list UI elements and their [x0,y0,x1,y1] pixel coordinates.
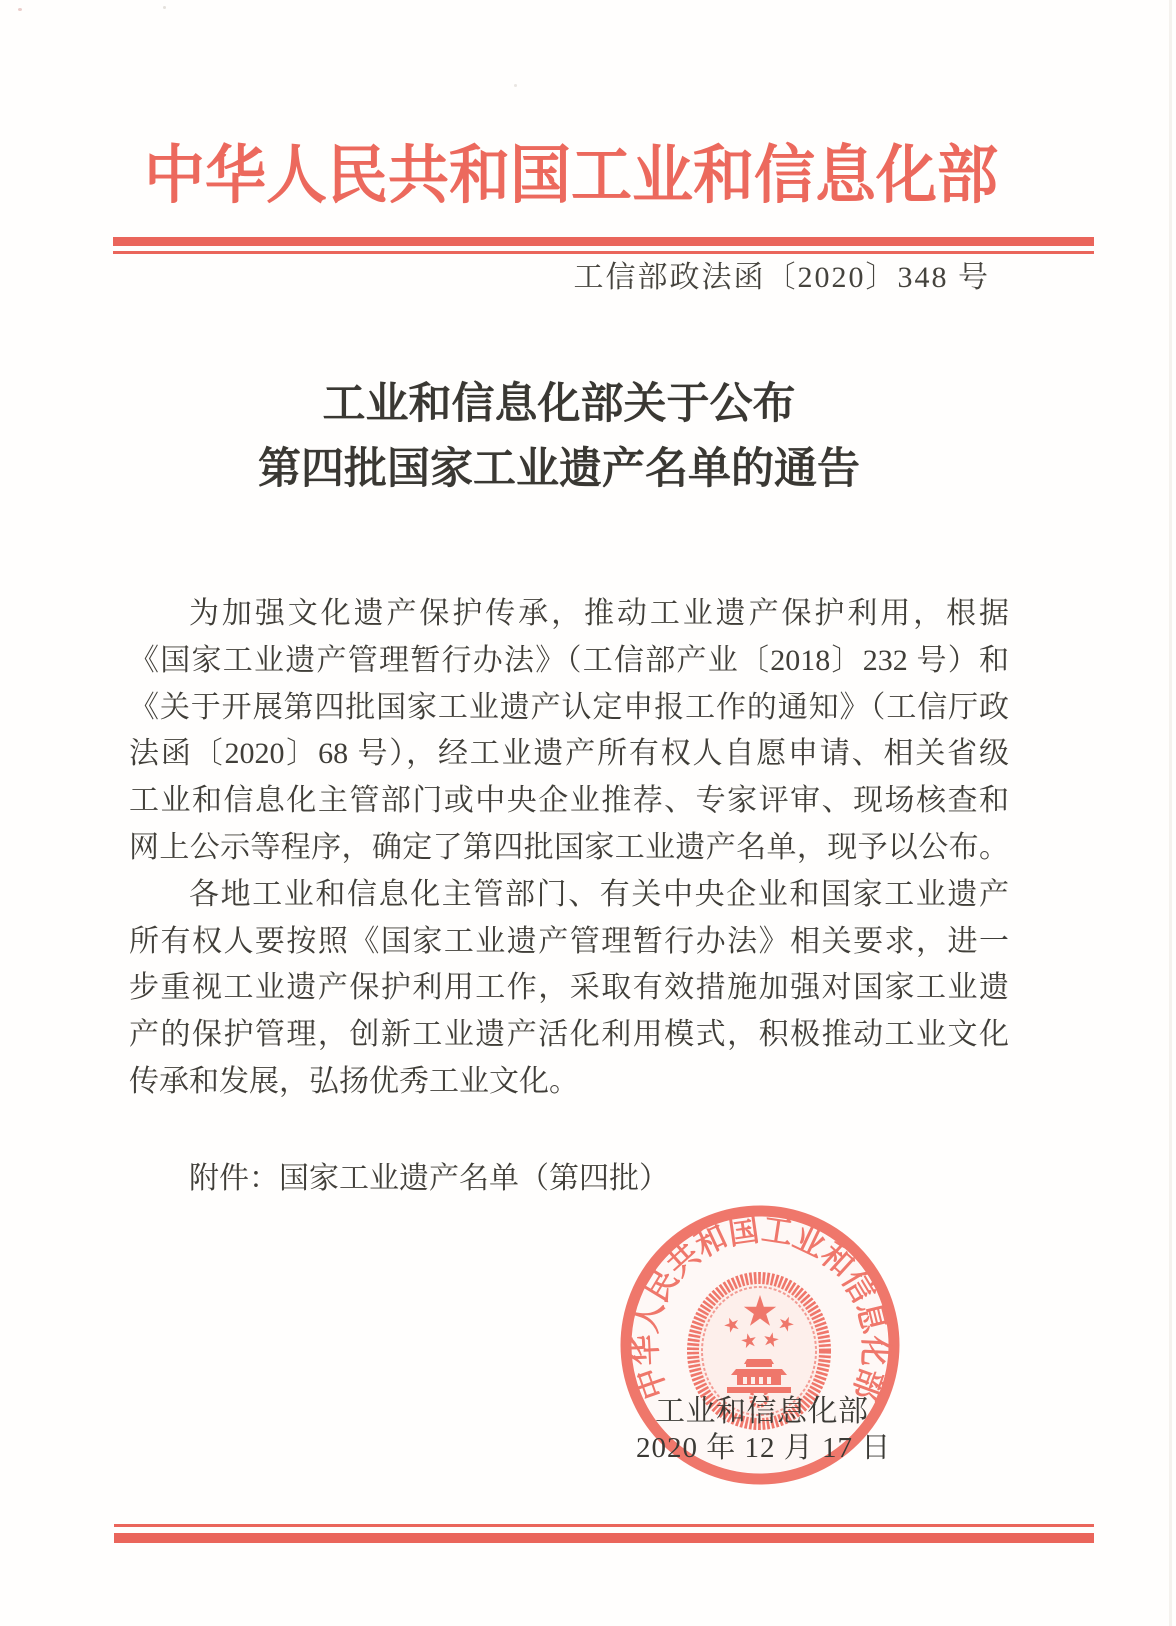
body-line: 传承和发展，弘扬优秀工业文化。 [129,1064,579,1098]
notice-title [0,372,1118,502]
notice-title-line1: 工业和信息化部关于公布 [322,381,796,428]
body-text [129,591,1009,1106]
body-line: 法函〔2020〕68 号），经工业遗产所有权人自愿申请、相关省级 [129,737,1009,771]
header-divider-thick [113,237,1094,246]
header-divider-thin [113,251,1094,254]
footer-divider-thick [114,1533,1094,1543]
scan-speck [163,6,166,9]
body-line: 《国家工业遗产管理暂行办法》（工信部产业〔2018〕232 号）和 [129,643,1009,677]
body-line: 产的保护管理，创新工业遗产活化利用模式，积极推动工业文化 [129,1018,1009,1052]
document-number: 工信部政法函〔2020〕348 号 [573,261,990,294]
body-line: 《关于开展第四批国家工业遗产认定申报工作的通知》（工信厅政 [129,690,1009,724]
body-line: 网上公示等程序，确定了第四批国家工业遗产名单，现予以公布。 [129,830,1009,864]
seal-arc-text: 中华人民共和国工业和信息化部 [627,1211,893,1407]
notice-title-line2: 第四批国家工业遗产名单的通告 [258,446,860,493]
body-line: 为加强文化遗产保护传承，推动工业遗产保护利用，根据 [189,597,1009,630]
scan-speck [18,8,22,11]
scan-speck [514,84,517,87]
footer-divider-thin [114,1524,1094,1527]
body-line: 步重视工业遗产保护利用工作，采取有效措施加强对国家工业遗 [129,971,1009,1005]
body-line: 所有权人要按照《国家工业遗产管理暂行办法》相关要求，进一 [129,924,1009,958]
date-text: 2020 年 12 月 17 日 [636,1432,892,1464]
body-line: 各地工业和信息化主管部门、有关中央企业和国家工业遗产 [189,877,1009,911]
signature-text: 工业和信息化部 [655,1395,869,1428]
letterhead-title: 中华人民共和国工业和信息化部 [143,141,998,212]
body-line: 工业和信息化主管部门或中央企业推荐、专家评审、现场核查和 [129,784,1009,818]
scan-edge-shadow [1169,0,1172,1626]
attachment-line: 附件：国家工业遗产名单（第四批） [189,1162,669,1195]
